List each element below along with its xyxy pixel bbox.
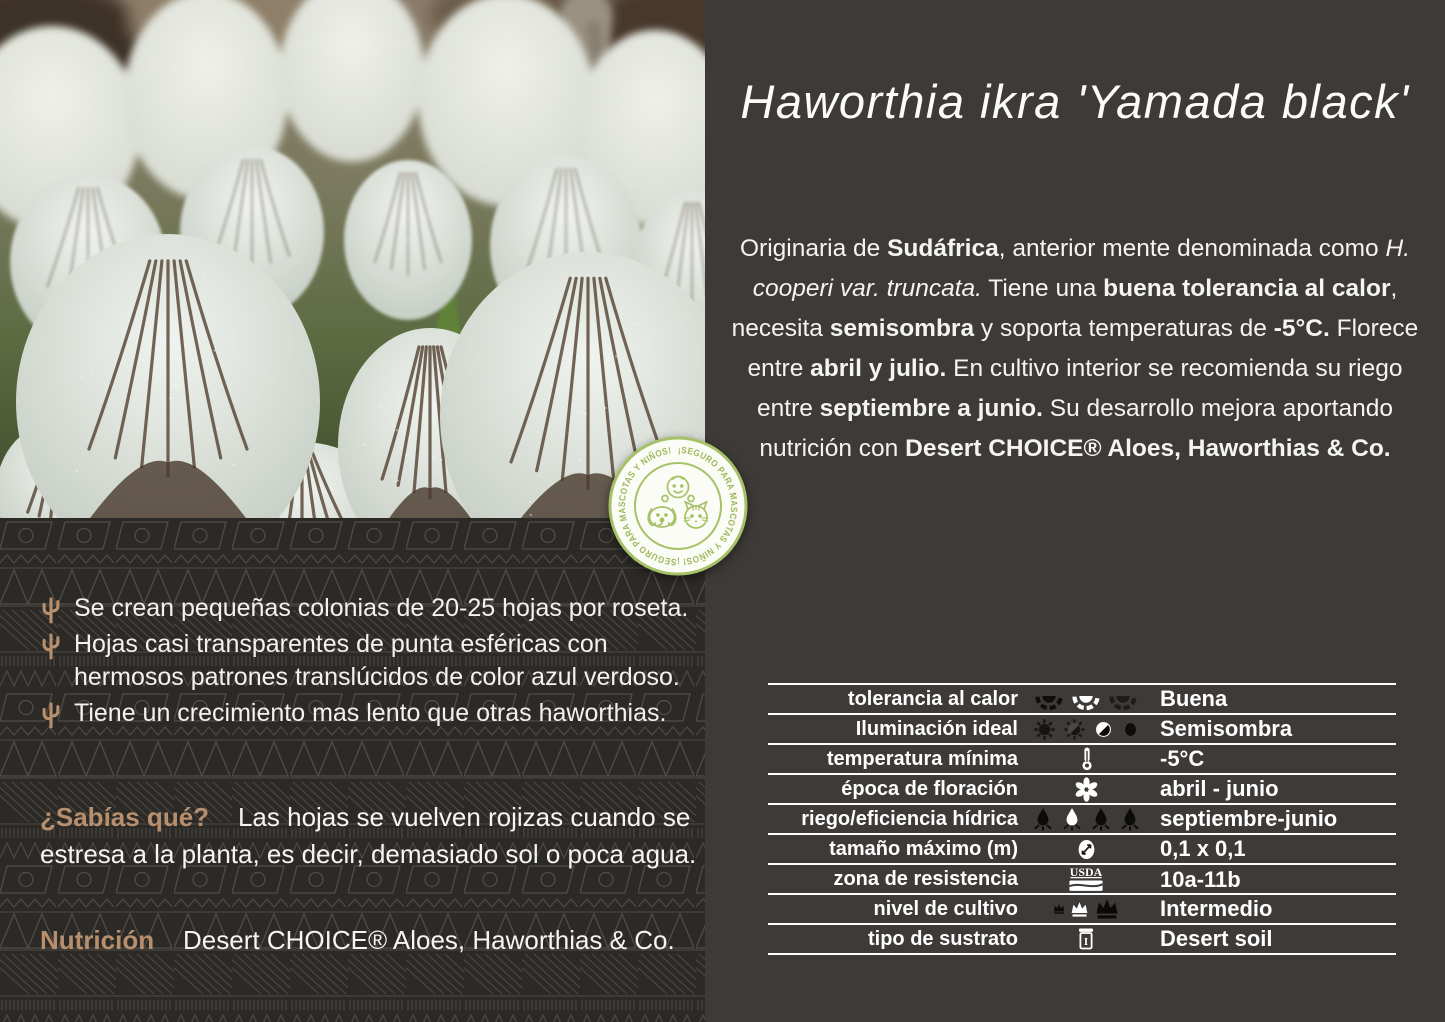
row-label: nivel de cultivo [873,897,1018,920]
did-you-know-label: ¿Sabías qué? [40,802,210,832]
row-value: abril - junio [1160,776,1279,801]
light-level-icons [1022,716,1150,743]
water-drop-icon [1030,806,1056,832]
usda-text: USDA [1069,865,1103,879]
row-label: tipo de sustrato [867,927,1018,950]
full-sun-icon [1031,716,1058,743]
thermometer-icon [1074,746,1098,772]
row-label: época de floración [841,777,1018,800]
row-value: Intermedio [1160,896,1273,921]
feature-bullet-list [40,592,704,732]
diameter-icon [1074,836,1099,863]
table-row [768,895,1396,925]
water-drop-icons [1022,806,1150,832]
nutrition-text: Desert CHOICE® Aloes, Haworthias & Co. [183,925,675,955]
heat-gauge-icons [1022,688,1150,711]
row-label: temperatura mínima [826,747,1018,770]
water-drop-icon [1117,806,1143,832]
row-value: -5°C [1160,746,1205,771]
heat-gauge-high-icon [1106,688,1140,711]
row-value: Semisombra [1160,716,1293,741]
plant-title: Haworthia ikra 'Yamada black' [740,75,1410,128]
row-label: Iluminación ideal [855,717,1018,740]
row-label: tamaño máximo (m) [829,837,1018,860]
bullet-text: Hojas casi transparentes de punta esféricas con hermosos patrones translúcidos de color azul verdoso. [74,629,680,691]
cactus-bullet-icon [40,593,62,625]
list-item [40,697,704,731]
badge-arc-text: ¡SEGURO PARA MASCOTAS Y NIÑOS! ¡SEGURO PARA MASCOTAS Y NIÑOS! [616,444,740,568]
half-sun-icon [1061,716,1088,743]
heat-gauge-medium-selected-icon [1069,688,1103,711]
bullet-text: Tiene un crecimiento mas lento que otras haworthias. [74,698,667,727]
care-table [768,683,1396,955]
row-value: septiembre-junio [1160,806,1338,831]
nutrition-label: Nutrición [40,925,155,955]
cactus-bullet-icon [40,698,62,730]
row-label: tolerancia al calor [847,687,1018,710]
usda-zone-icon [1065,865,1107,894]
row-value: Desert soil [1160,926,1273,951]
table-row [768,715,1396,745]
table-row [768,865,1396,895]
list-item [40,592,704,626]
nutrition-block [40,925,712,956]
row-label: zona de resistencia [833,868,1018,890]
table-row [768,925,1396,955]
plant-description: Originaria de Sudáfrica, anterior mente denominada como H. cooperi var. truncata. Tiene una buena tolerancia al calor, necesita semisombra y soporta temperaturas de -5°C. Florece entre abril y julio. En cultivo interior se recomienda su riego entre septiembre a junio. Su desarrollo mejora aportando nutrición con Desert CHOICE® Aloes, Haworthias & Co. [731,235,1419,462]
crown-level-icons [1022,895,1150,923]
water-drop-icon [1088,806,1114,832]
table-row [768,805,1396,835]
substrate-jar-icon [1074,926,1098,952]
crown-medium-selected-icon [1069,899,1090,920]
table-row [768,835,1396,865]
row-value: 10a-11b [1160,866,1241,892]
row-label: riego/eficiencia hídrica [801,807,1018,830]
heat-gauge-low-icon [1032,688,1066,711]
shade-icon [1119,717,1142,742]
row-value: 0,1 x 0,1 [1160,836,1246,861]
crown-small-icon [1052,902,1066,916]
did-you-know-block [40,799,712,873]
list-item [40,628,704,695]
jar-glyph: I [1083,936,1089,948]
row-value: Buena [1160,686,1228,711]
table-row [768,745,1396,775]
crown-large-icon [1093,895,1121,923]
bullet-text: Se crean pequeñas colonias de 20-25 hojas por roseta. [74,594,689,622]
flower-icon [1073,776,1100,803]
table-row [768,685,1396,715]
badge-disc [610,438,746,574]
cactus-bullet-icon [40,629,62,661]
did-you-know-text: Las hojas se vuelven rojizas cuando se estresa a la planta, es decir, demasiado sol o poca agua. [40,802,697,869]
water-drop-selected-icon [1059,806,1085,832]
semi-shade-selected-icon [1091,717,1116,742]
haworthia-photo [0,0,705,518]
table-row [768,775,1396,805]
